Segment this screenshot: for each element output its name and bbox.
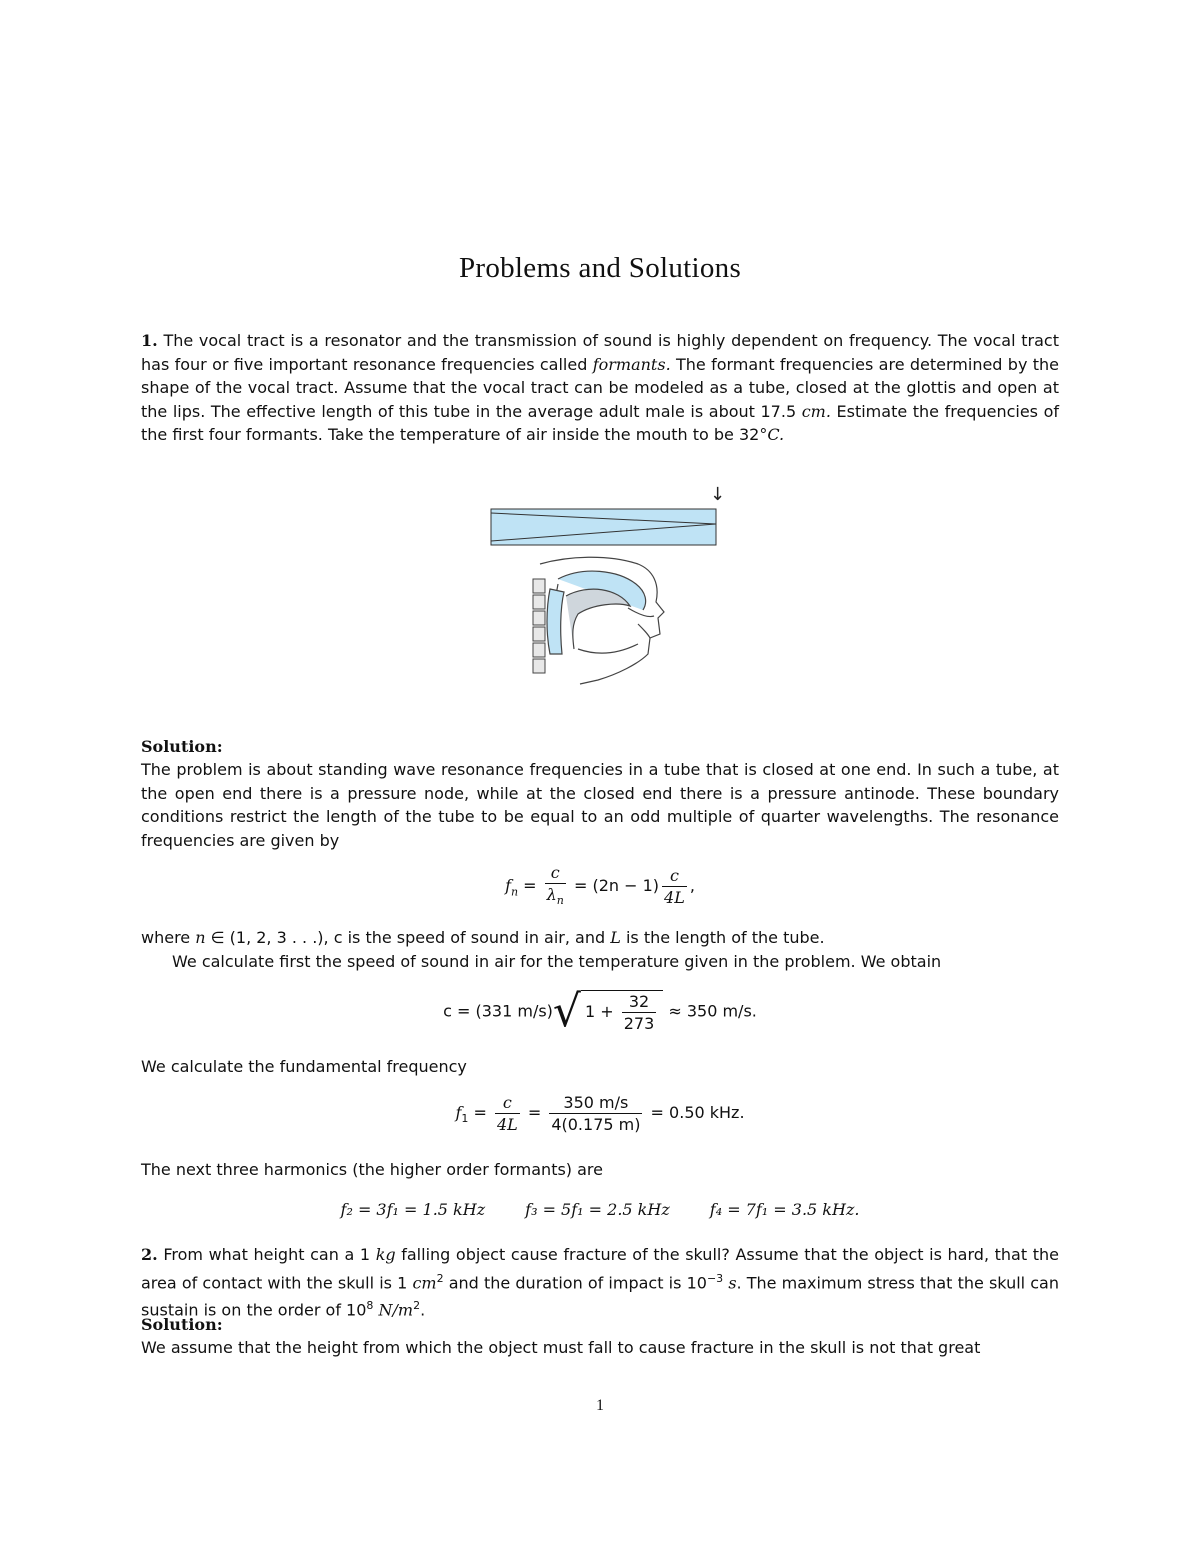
solution-1-heading: Solution: (141, 737, 223, 756)
solution-2-text: We assume that the height from which the object must fall to cause fracture in the skull is not that great (141, 1338, 981, 1357)
solution-1-heading-text (141, 735, 1059, 759)
problem-2-text: 2. From what height can a 1 kg falling object cause fracture of the skull? Assume that the object is hard, that the area of contact with the skull is 1 $cm^2$ and the duration of impact is $10^{-3}$ s. The maximum stress that the skull can sustain is on the order of $10^8$ $N/m^2$. (141, 1245, 1060, 1320)
equation-harmonics: f₂ = 3f₁ = 1.5 kHz f₃ = 5f₁ = 2.5 kHz f₄ = 7f₁ = 3.5 kHz. (340, 1200, 860, 1219)
page-title: Problems and Solutions (458, 252, 742, 284)
solution-1-intro: The problem is about standing wave resonance frequencies in a tube that is closed at one end. In such a tube, at the open end there is a pressure node, while at the closed end there is a pressure antinode. These boundary conditions restrict the length of the tube to be equal to an odd multiple of quarter wavelengths. The resonance frequencies are given by (141, 760, 1059, 850)
solution-1-speed-intro: We calculate first the speed of sound in air for the temperature given in the problem. We obtain (172, 952, 942, 971)
solution-1-where: where n ∈ (1, 2, 3 . . .), c is the speed of sound in air, and L is the length of the tube. (141, 928, 825, 947)
problem-1-number: 1. (141, 331, 158, 350)
solution-1-fund-intro: We calculate the fundamental frequency (141, 1057, 467, 1076)
lips-arrow-icon: ↓ (710, 484, 726, 505)
equation-resonance: $f_n$ = $\frac{c}{\lambda_n}$ = (2n − 1) $\frac{c}{4L}$ , (505, 863, 695, 908)
equation-speed-of-sound: c = (331 m/s)√ 1 + $\frac{32}{273}$ ≈ 350 m/s. (443, 986, 757, 1037)
problem-2-number: 2. (141, 1245, 158, 1264)
vocal-tract-figure (488, 484, 728, 693)
sqrt-icon: √ (552, 986, 581, 1037)
problem-1-text: 1. The vocal tract is a resonator and the transmission of sound is highly dependent on frequency. The vocal tract has four or five important resonance frequencies called formants. The formant frequencies are determined by the shape of the vocal tract. Assume that the vocal tract can be modeled as a tube, closed at the glottis and open at the lips. The effective length of this tube in the average adult male is about 17.5 cm. Estimate the frequencies of the first four formants. Take the temperature of air inside the mouth to be 32°C. (141, 331, 1060, 444)
solution-2-heading: Solution: (141, 1315, 223, 1334)
spine-vertebrae (533, 579, 545, 673)
equation-fundamental: $f_1$ = $\frac{c}{4L}$ = $\frac{350 m/s}{4(0.175 m)}$ = 0.50 kHz. (455, 1093, 745, 1134)
head-cross-section (540, 557, 664, 684)
vocal-tract-diagram (488, 484, 728, 689)
solution-2-heading-text (141, 1313, 1059, 1337)
page-number: 1 (596, 1397, 604, 1414)
solution-1-harm-intro: The next three harmonics (the higher order formants) are (141, 1160, 603, 1179)
